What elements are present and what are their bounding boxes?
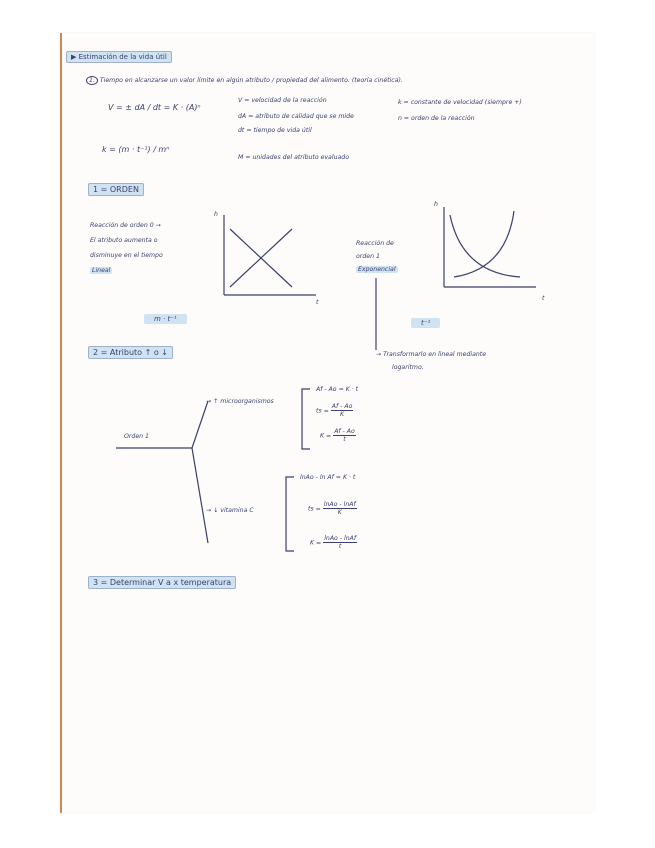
b1-ts-lhs: ts = (316, 407, 329, 415)
tree-branch-down (192, 448, 208, 543)
b1-ts-frac (331, 403, 354, 418)
branch-vitc: → ↓ vitamina C (206, 507, 254, 514)
order-heading: 1 = ORDEN (88, 183, 144, 196)
b2-k-frac (323, 535, 357, 550)
brace-2 (280, 473, 300, 557)
b2-ts-frac (323, 501, 357, 516)
b1-k (320, 428, 356, 443)
g1-y-label: h (214, 211, 218, 218)
b2-ts-den: K (337, 509, 342, 516)
s1-text: Tiempo en alcanzarse un valor límite en algún atributo / propiedad del alimento. (teoría cinética). (99, 77, 403, 84)
order1-line2: orden 1 (356, 253, 380, 260)
branch-micro: → ↑ microorganismos (206, 398, 274, 405)
g2-curve-decay (450, 215, 520, 277)
b2-k-lhs: K = (310, 539, 322, 547)
def-m: M = unidades del atributo evaluado (238, 154, 349, 161)
s3-heading: 3 = Determinar V a x temperatura (88, 576, 236, 589)
def-dA: dA = atributo de calidad que se mide (238, 113, 354, 120)
exponential-graph (440, 203, 540, 293)
b1-eq1: Af - Ao = K · t (316, 386, 359, 393)
def-dt: dt = tiempo de vida útil (238, 127, 312, 134)
order0-line3: disminuye en el tiempo (90, 252, 163, 259)
linear-graph (220, 211, 320, 301)
note-connector (374, 278, 386, 358)
transform-note-2: logaritmo. (392, 364, 424, 371)
tree-root: Orden 1 (124, 433, 149, 440)
brace-1 (296, 385, 316, 455)
b2-k-num: lnAo - lnAf (324, 535, 357, 542)
unit-order0: m · t⁻¹ (144, 314, 187, 324)
order0-line2: El atributo aumenta o (90, 237, 158, 244)
section-title (66, 51, 172, 63)
tree-branch-up (192, 401, 208, 448)
b2-ts (308, 501, 357, 516)
g1-x-label: t (316, 299, 319, 306)
order1-type: Exponencial (358, 266, 396, 273)
s1-intro (86, 77, 403, 84)
b2-ts-lhs: ts = (308, 505, 321, 513)
notebook-page (60, 33, 594, 813)
b2-ts-num: lnAo - lnAf (323, 501, 356, 508)
b1-k-num: Af - Ao (334, 428, 355, 435)
equation-k: k = (m · t⁻¹) / mⁿ (102, 145, 170, 154)
g2-y-label: h (434, 201, 438, 208)
b1-k-den: t (343, 436, 346, 443)
b1-k-frac (333, 428, 356, 443)
s2-heading: 2 = Atributo ↑ o ↓ (88, 346, 173, 359)
b2-k-den: t (338, 543, 342, 550)
b1-k-lhs: K = (320, 432, 332, 440)
section-title-text: Estimación de la vida útil (78, 53, 167, 61)
g2-x-label: t (542, 295, 545, 302)
unit-order1: t⁻¹ (411, 318, 440, 328)
def-k: k = constante de velocidad (siempre +) (398, 99, 522, 106)
play-bullet-icon: ▶ (71, 53, 77, 61)
s1-number: 1. (86, 76, 98, 85)
order0-type: Lineal (92, 267, 111, 274)
order0-line1: Reacción de orden 0 → (90, 222, 161, 229)
b2-k (310, 535, 357, 550)
b1-ts (316, 403, 353, 418)
order1-line1: Reacción de (356, 240, 394, 247)
b1-ts-den: K (340, 411, 345, 418)
b1-ts-num: Af - Ao (331, 403, 353, 410)
transform-note-1: → Transformarlo en lineal mediante (376, 351, 487, 358)
def-v: V = velocidad de la reacción (238, 97, 327, 104)
equation-v: V = ± dA / dt = K · (A)ⁿ (108, 103, 201, 112)
b2-eq1: lnAo - ln Af = K · t (300, 474, 356, 481)
def-n: n = orden de la reacción (398, 115, 475, 122)
